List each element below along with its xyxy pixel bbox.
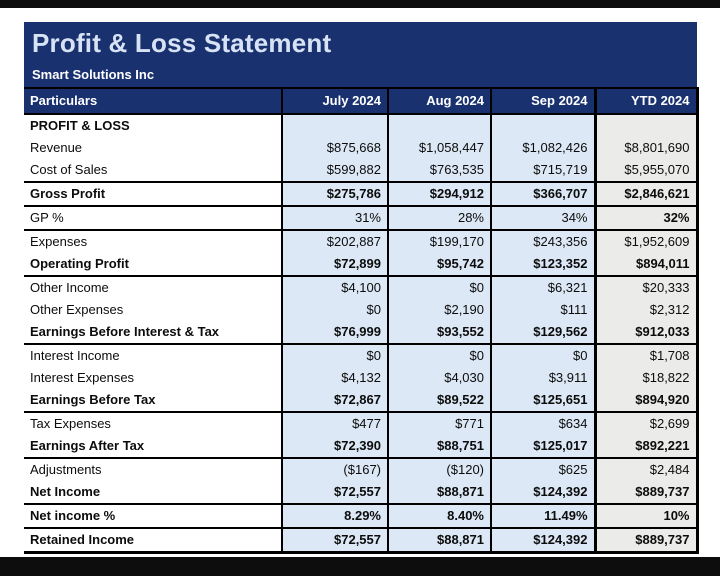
cell-month-value: $771: [388, 412, 491, 435]
profit-loss-report: [24, 22, 697, 554]
profit-loss-table: [24, 87, 699, 554]
table-header-row: [24, 88, 697, 114]
row-label: Net income %: [24, 504, 282, 528]
table-row: [24, 206, 697, 230]
cell-month-value: $2,190: [388, 299, 491, 321]
cell-month-value: $875,668: [282, 137, 388, 159]
cell-month-value: $4,100: [282, 276, 388, 299]
cell-ytd-value: $892,221: [595, 435, 697, 458]
table-header: [24, 88, 697, 114]
cell-month-value: 34%: [491, 206, 595, 230]
cell-month-value: 8.29%: [282, 504, 388, 528]
row-label: Earnings After Tax: [24, 435, 282, 458]
cell-ytd-value: $5,955,070: [595, 159, 697, 182]
cell-ytd-value: $2,846,621: [595, 182, 697, 206]
table-row: [24, 276, 697, 299]
table-row: [24, 435, 697, 458]
cell-ytd-value: $889,737: [595, 481, 697, 504]
cell-month-value: $72,557: [282, 481, 388, 504]
row-label: Earnings Before Interest & Tax: [24, 321, 282, 344]
cell-ytd-value: $889,737: [595, 528, 697, 553]
cell-month-value: $89,522: [388, 389, 491, 412]
cell-month-value: $366,707: [491, 182, 595, 206]
row-label: Interest Income: [24, 344, 282, 367]
cell-ytd-value: $894,920: [595, 389, 697, 412]
cell-month-value: $124,392: [491, 528, 595, 553]
table-row: [24, 299, 697, 321]
row-label: Other Expenses: [24, 299, 282, 321]
row-label: GP %: [24, 206, 282, 230]
cell-month-value: 28%: [388, 206, 491, 230]
cell-month-value: $88,871: [388, 528, 491, 553]
cell-ytd-value: $1,952,609: [595, 230, 697, 253]
cell-month-value: $125,651: [491, 389, 595, 412]
cell-month-value: $4,030: [388, 367, 491, 389]
column-header-sep-2024: Sep 2024: [491, 88, 595, 114]
cell-month-value: $1,058,447: [388, 137, 491, 159]
cell-ytd-value: $2,699: [595, 412, 697, 435]
cell-month-value: $202,887: [282, 230, 388, 253]
cell-month-value: [282, 114, 388, 137]
cell-month-value: ($167): [282, 458, 388, 481]
table-row: [24, 367, 697, 389]
page-title: Profit & Loss Statement: [32, 28, 332, 58]
table-row: [24, 182, 697, 206]
cell-month-value: $123,352: [491, 253, 595, 276]
cell-month-value: $0: [388, 344, 491, 367]
column-header-aug-2024: Aug 2024: [388, 88, 491, 114]
table-row: [24, 504, 697, 528]
cell-month-value: $72,899: [282, 253, 388, 276]
cell-month-value: $93,552: [388, 321, 491, 344]
cell-month-value: $111: [491, 299, 595, 321]
cell-month-value: ($120): [388, 458, 491, 481]
cell-month-value: $243,356: [491, 230, 595, 253]
cell-month-value: $72,557: [282, 528, 388, 553]
table-body: [24, 114, 697, 553]
cell-month-value: $599,882: [282, 159, 388, 182]
cell-month-value: $76,999: [282, 321, 388, 344]
cell-month-value: $72,867: [282, 389, 388, 412]
cell-ytd-value: 10%: [595, 504, 697, 528]
cell-ytd-value: $2,484: [595, 458, 697, 481]
cell-ytd-value: $894,011: [595, 253, 697, 276]
cell-month-value: $6,321: [491, 276, 595, 299]
cell-month-value: 31%: [282, 206, 388, 230]
table-row: [24, 159, 697, 182]
row-label: Adjustments: [24, 458, 282, 481]
cell-month-value: $1,082,426: [491, 137, 595, 159]
cell-month-value: $72,390: [282, 435, 388, 458]
cell-ytd-value: $20,333: [595, 276, 697, 299]
table-row: [24, 412, 697, 435]
cell-ytd-value: [595, 114, 697, 137]
row-label: Other Income: [24, 276, 282, 299]
cell-month-value: $199,170: [388, 230, 491, 253]
row-label: Retained Income: [24, 528, 282, 553]
cell-month-value: $715,719: [491, 159, 595, 182]
table-row: [24, 253, 697, 276]
table-row: [24, 114, 697, 137]
cell-month-value: $275,786: [282, 182, 388, 206]
cell-month-value: $634: [491, 412, 595, 435]
letterbox-top: [0, 0, 720, 8]
table-row: [24, 528, 697, 553]
cell-month-value: [491, 114, 595, 137]
cell-month-value: [388, 114, 491, 137]
cell-month-value: $625: [491, 458, 595, 481]
row-label: Revenue: [24, 137, 282, 159]
company-name: Smart Solutions Inc: [32, 67, 155, 82]
row-label: PROFIT & LOSS: [24, 114, 282, 137]
table-row: [24, 389, 697, 412]
cell-month-value: $88,751: [388, 435, 491, 458]
cell-month-value: 8.40%: [388, 504, 491, 528]
cell-month-value: $294,912: [388, 182, 491, 206]
cell-month-value: $0: [491, 344, 595, 367]
row-label: Earnings Before Tax: [24, 389, 282, 412]
column-header-ytd-2024: YTD 2024: [595, 88, 697, 114]
column-header-july-2024: July 2024: [282, 88, 388, 114]
row-label: Operating Profit: [24, 253, 282, 276]
cell-month-value: $477: [282, 412, 388, 435]
table-row: [24, 137, 697, 159]
cell-month-value: $0: [282, 344, 388, 367]
table-row: [24, 230, 697, 253]
row-label: Gross Profit: [24, 182, 282, 206]
table-row: [24, 344, 697, 367]
cell-month-value: $0: [388, 276, 491, 299]
cell-ytd-value: $912,033: [595, 321, 697, 344]
cell-month-value: $88,871: [388, 481, 491, 504]
cell-ytd-value: $8,801,690: [595, 137, 697, 159]
row-label: Cost of Sales: [24, 159, 282, 182]
cell-month-value: $4,132: [282, 367, 388, 389]
cell-month-value: $0: [282, 299, 388, 321]
cell-month-value: $3,911: [491, 367, 595, 389]
column-header-particulars: Particulars: [24, 88, 282, 114]
table-row: [24, 481, 697, 504]
row-label: Tax Expenses: [24, 412, 282, 435]
cell-month-value: $125,017: [491, 435, 595, 458]
cell-ytd-value: $1,708: [595, 344, 697, 367]
row-label: Interest Expenses: [24, 367, 282, 389]
table-row: [24, 321, 697, 344]
cell-ytd-value: 32%: [595, 206, 697, 230]
letterbox-bottom: [0, 557, 720, 576]
cell-month-value: $124,392: [491, 481, 595, 504]
cell-month-value: $129,562: [491, 321, 595, 344]
row-label: Net Income: [24, 481, 282, 504]
table-row: [24, 458, 697, 481]
cell-month-value: $763,535: [388, 159, 491, 182]
report-title-block: [24, 22, 697, 87]
row-label: Expenses: [24, 230, 282, 253]
cell-month-value: $95,742: [388, 253, 491, 276]
cell-ytd-value: $18,822: [595, 367, 697, 389]
cell-month-value: 11.49%: [491, 504, 595, 528]
cell-ytd-value: $2,312: [595, 299, 697, 321]
